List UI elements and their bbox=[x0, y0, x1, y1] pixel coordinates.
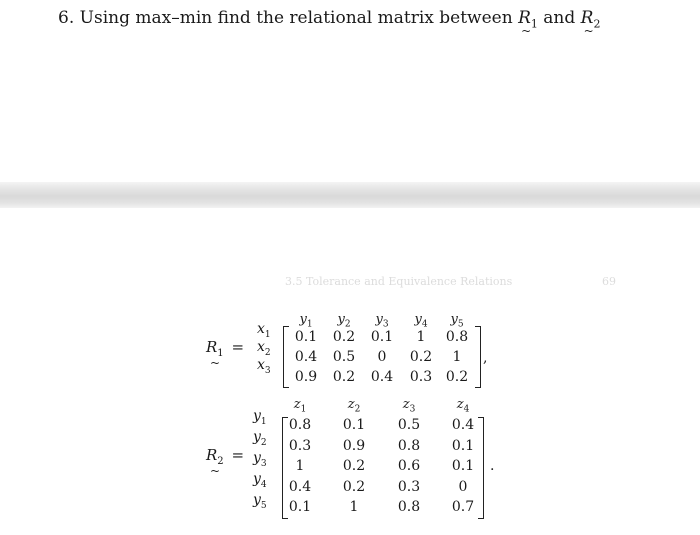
trailing-period: . bbox=[490, 458, 495, 474]
matrix-r2-label: $R_2$ = bbox=[206, 446, 245, 467]
matrix-cell: 0.9 bbox=[342, 437, 366, 454]
matrix-cell: 0.2 bbox=[445, 369, 469, 385]
matrix-cell: 0.1 bbox=[451, 458, 475, 474]
matrix-cell: 0.3 bbox=[409, 369, 433, 385]
matrix-cell: 0.2 bbox=[409, 349, 433, 365]
matrix-cell: 0.2 bbox=[342, 458, 366, 474]
question-text bbox=[58, 8, 601, 38]
row-label: $y_5$ bbox=[253, 492, 267, 511]
matrix-cell: 0.1 bbox=[451, 437, 475, 454]
column-label: $y_2$ bbox=[337, 312, 351, 330]
matrix-cell: 0.2 bbox=[342, 478, 366, 495]
matrix-cell: 0.8 bbox=[397, 437, 421, 454]
column-label: $z_3$ bbox=[402, 397, 416, 415]
matrix-r1-label: $R_1$ = bbox=[206, 338, 245, 359]
matrix-cell: 1 bbox=[452, 349, 462, 365]
symbol-r2: $R_2$ ~ bbox=[580, 8, 601, 38]
matrix-cell: 0.8 bbox=[445, 329, 469, 345]
tilde-mark: ~ bbox=[210, 464, 221, 478]
tilde-mark: ~ bbox=[521, 24, 532, 38]
matrix-cell: 0.9 bbox=[294, 369, 318, 385]
matrix-cell: 0.8 bbox=[397, 499, 421, 515]
tilde-mark: ~ bbox=[583, 24, 594, 38]
matrix-cell: 0.1 bbox=[342, 417, 366, 433]
trailing-comma: , bbox=[483, 350, 488, 366]
column-label: $y_3$ bbox=[375, 312, 389, 330]
page-separator bbox=[0, 182, 700, 208]
row-label: $y_2$ bbox=[253, 429, 267, 448]
matrix-cell: 0.4 bbox=[294, 349, 318, 365]
matrix-cell: 0.4 bbox=[288, 478, 312, 495]
matrix-cell: 1 bbox=[295, 458, 305, 474]
symbol-r1: $R_1$ ~ bbox=[518, 8, 538, 38]
matrix-cell: 0.8 bbox=[288, 417, 312, 433]
matrix-cell: 0.1 bbox=[294, 329, 318, 345]
matrix-cell: 0.4 bbox=[370, 369, 394, 385]
matrix-cell: 0 bbox=[377, 349, 387, 365]
faint-page-number: 69 bbox=[602, 275, 616, 288]
row-label: $y_3$ bbox=[253, 450, 267, 469]
faint-section-header: 3.5 Tolerance and Equivalence Relations bbox=[285, 275, 513, 288]
matrix-cell: 0.1 bbox=[288, 499, 312, 515]
column-label: $z_4$ bbox=[456, 397, 470, 415]
column-label: $z_2$ bbox=[347, 397, 361, 415]
matrix-cell: 0.6 bbox=[397, 458, 421, 474]
column-label: $y_1$ bbox=[299, 312, 313, 330]
matrix-cell: 0.1 bbox=[370, 329, 394, 345]
matrix-cell: 0.4 bbox=[451, 417, 475, 433]
matrix-cell: 0.5 bbox=[397, 417, 421, 433]
row-label: $x_1$ bbox=[257, 321, 271, 340]
row-label: $y_1$ bbox=[253, 408, 267, 427]
matrix-cell: 1 bbox=[349, 499, 359, 515]
right-bracket bbox=[475, 326, 481, 388]
tilde-mark: ~ bbox=[210, 356, 221, 370]
matrix-cell: 0.2 bbox=[332, 329, 356, 345]
matrix-cell: 0.7 bbox=[451, 499, 475, 515]
conjunction: and bbox=[543, 8, 576, 28]
question-body: Using max–min find the relational matrix between bbox=[79, 8, 513, 28]
column-label: $y_4$ bbox=[414, 312, 428, 330]
matrix-cell: 0.2 bbox=[332, 369, 356, 385]
question-number: 6. bbox=[58, 8, 75, 28]
matrix-cell: 0.3 bbox=[397, 478, 421, 495]
matrix-cell: 1 bbox=[416, 329, 426, 345]
column-label: $y_5$ bbox=[450, 312, 464, 330]
matrix-cell: 0.5 bbox=[332, 349, 356, 365]
column-label: $z_1$ bbox=[293, 397, 307, 415]
row-label: $y_4$ bbox=[253, 471, 267, 490]
matrix-cell: 0 bbox=[458, 478, 468, 495]
matrix-cell: 0.3 bbox=[288, 437, 312, 454]
row-label: $x_3$ bbox=[257, 357, 271, 376]
row-label: $x_2$ bbox=[257, 339, 271, 358]
